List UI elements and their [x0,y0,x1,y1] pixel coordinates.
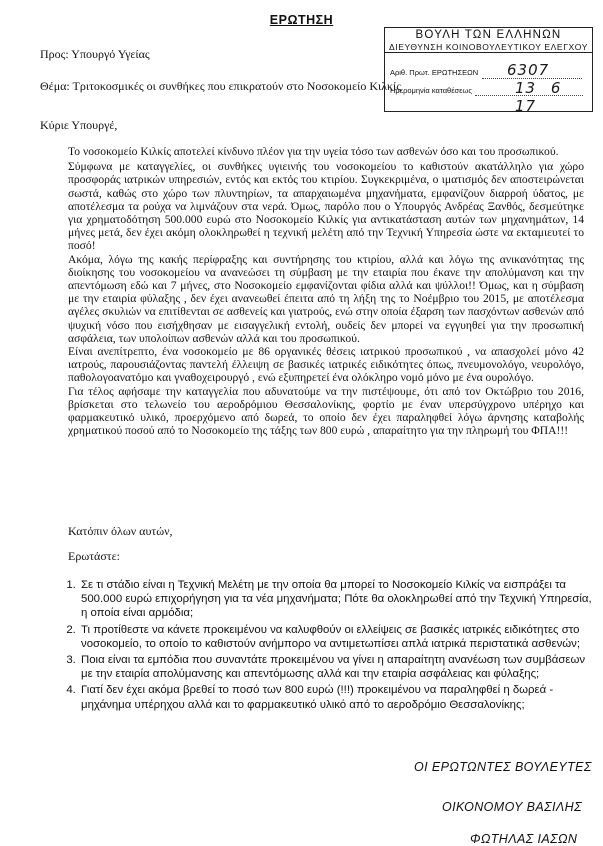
stamp-parliament-name: ΒΟΥΛΗ ΤΩΝ ΕΛΛΗΝΩΝ [415,29,562,41]
question-item: 2. Τι προτίθεστε να κάνετε προκειμένου να καλυφθούν οι ελλείψεις σε βασικές ιατρικές ειδικότητες στο νοσοκομείο, το οποίο το καθιστούν ανήμπορο να αντιμετωπίσει απλά ιατρικά περιστατικά ασθενών; [79,623,597,651]
stamp-header [384,27,593,53]
paragraph-fencing: Ακόμα, λόγω της κακής περίφραξης και συντήρησης του κτιρίου, αλλά και λόγω της ανικανότητας της διοίκησης του νοσοκομείου να ανανεώσει τη σύμβαση με την εταιρία που έκανε την απολύμανση και την απεντόμωση εδώ και 7 μήνες, στο Νοσοκομείο εμφανίζονται φίδια αλλά και ψύλλοι!! Όμως, και η σύμβαση με την εταιρία φύλαξης , δεν έχει ανανεωθεί έπειτα από τη λήξη της το Νοέμβριο του 2015, με αποτέλεσμα αγέλες σκυλιών να επιτίθενται σε ασθενείς και γιατρούς, ενώ στην οποία έξαρση των πασχόντων ασθενών από ψυχική νόσο που εισήχθησαν με εισαγγελική εντολή, ουδείς δεν μπορεί να εγγυηθεί για την προσωπική ασφάλεια, των υπολοίπων ασθενών αλλά και του προσωπικού. [68,252,584,345]
stamp-protocol-label: Αριθ. Πρωτ. ΕΡΩΤΗΣΕΩΝ [390,68,479,77]
body-text [68,145,584,437]
paragraph-intro: Το νοσοκομείο Κιλκίς αποτελεί κίνδυνο πλέον για την υγεία τόσο των ασθενών όσο και του προσωπικού. [68,145,559,158]
document-title: ΕΡΩΤΗΣΗ [269,13,334,27]
stamp-date-value: 13 6 17 [515,79,562,115]
signers-label: ΟΙ ΕΡΩΤΩΝΤΕΣ ΒΟΥΛΕΥΤΕΣ [414,760,592,774]
questions-list [60,578,597,714]
salutation: Κύριε Υπουργέ, [40,118,118,132]
question-item: 3. Ποια είναι τα εμπόδια που συναντάτε προκειμένου να γίνει η απαραίτητη ανανέωση των συμβάσεων με την εταιρία απολύμανσης και απεντόμωσης αλλά και την εταιρία ασφάλειας και φύλαξης; [79,653,597,681]
subject-line: Θέμα: Τριτοκοσμικές οι συνθήκες που επικρατούν στο Νοσοκομείο Κιλκίς [40,79,401,93]
questions-intro: Ερωτάστε: [68,549,120,563]
parliament-stamp [384,27,595,119]
paragraph-staffing: Είναι ανεπίτρεπτο, ένα νοσοκομείο με 86 οργανικές θέσεις ιατρικού προσωπικού , να απασχολεί μόνο 42 ιατρούς, παρουσιάζοντας παντελή έλλειψη σε βασικές ιατρικές ειδικότητες όπως, πνευμονολόγο, νευρολόγο, παθολογοανατόμο και γναθοχειρουργό , ενώ εξυπηρετεί ένα ολόκληρο νομό μόνο με ένα ουρολόγο. [68,345,584,385]
stamp-directorate: ΔΙΕΥΘΥΝΣΗ ΚΟΙΝΟΒΟΥΛΕΥΤΙΚΟΥ ΕΛΕΓΧΟΥ [389,42,588,52]
closing-line: Κατόπιν όλων αυτών, [68,524,173,538]
question-item: 1. Σε τι στάδιο είναι η Τεχνική Μελέτη με την οποία θα μπορεί το Νοσοκομείο Κιλκίς να εισπράξει τα 500.000 ευρώ επιχορήγηση για τα νέα μηχανήματα; Πότε θα ολοκληρωθεί από την Τεχνική Υπηρεσία, η οποία είναι αρμόδια; [79,578,597,621]
recipient-line: Προς: Υπουργό Υγείας [40,47,150,61]
signer-name: ΦΩΤΗΛΑΣ ΙΑΣΩΝ [470,832,578,846]
stamp-protocol-number: 6307 [507,61,550,79]
stamp-date-label: Ημερομηνία καταθέσεως [390,86,472,95]
paragraph-hygiene: Σύμφωνα με καταγγελίες, οι συνθήκες υγιεινής του νοσοκομείου το καθιστούν ακατάλληλο για χώρο προσφοράς ιατρικών υπηρεσιών, εντός και εκτός του κτιρίου. Συγκεκριμένα, ο ιματισμός δεν αποστειρώνεται σωστά, καθώς στο χώρο των πλυντηρίων, τα απαρχαιωμένα μηχανήματα, εμφανίζουν διαρροή ύδατος, με αποτέλεσμα τα ρούχα να λιμνάζουν στα νερά. Όμως, παρόλο που ο Υπουργός Ανδρέας Ξανθός, δεσμεύτηκε για χρηματοδότηση 500.000 ευρώ στο Νοσοκομείο Κιλκίς για αντικατάσταση αυτών των μηχανημάτων, 14 μήνες μετά, δεν έχει ακόμη ολοκληρωθεί η τεχνική μελέτη από την Τεχνική Υπηρεσία ώστε να εκταμιευτεί το ποσό! [68,160,584,253]
question-item: 4. Γιατί δεν έχει ακόμα βρεθεί το ποσό των 800 ευρώ (!!!) προκειμένου να παραληφθεί η δωρεά - μηχάνημα υπέρηχου αλλά και το φαρμακευτικό υλικό από το αεροδρόμιο Θεσσαλονίκης; [79,683,597,711]
stamp-body [384,52,593,115]
signer-name: ΟΙΚΟΝΟΜΟΥ ΒΑΣΙΛΗΣ [442,800,582,814]
paragraph-donation: Για τέλος αφήσαμε την καταγγελία που αδυνατούμε να την πιστέψουμε, ότι από τον Οκτώβριο του 2016, βρίσκεται στο τελωνείο του αεροδρόμιου Θεσσαλονίκης, φορτίο με έναν υπερσύγχρονο υπέρηχο και φαρμακευτικό υλικό, προερχόμενο από δωρεά, το οποίο δεν έχει παραληφθεί λόγω άρνησης καταβολής χρηματικού ποσού από το Νοσοκομείο της τάξης των 800 ευρώ , απαραίτητο για την πληρωμή του ΦΠΑ!!! [68,384,584,438]
